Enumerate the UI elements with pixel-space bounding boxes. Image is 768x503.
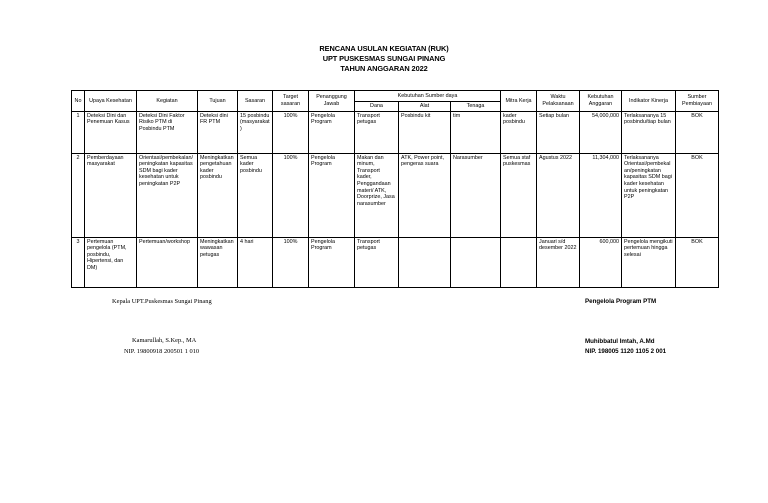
col-header-sasaran: Sasaran [238,91,273,112]
table-row [72,237,719,287]
cell-target: 100% [273,237,309,287]
col-header-indikator: Indikator Kinerja [622,91,676,112]
cell-mitra: Semua staf puskesmas [501,153,537,237]
left-signature-title: Kepala UPT.Puskesmas Sungai Pinang [112,298,212,305]
cell-target: 100% [273,111,309,153]
cell-kegiatan: Orientasi/pembekalan/ peningkatan kapasitas SDM bagi kader kesehatan untuk peningkatan P2P [137,153,198,237]
cell-penanggung: Pengelola Program [309,111,355,153]
cell-anggaran: 11,304,000 [580,153,622,237]
cell-no: 2 [72,153,85,237]
cell-tenaga: Narasumber [451,153,501,237]
col-header-no: No [72,91,85,112]
cell-alat [399,237,451,287]
left-signature-nip: NIP. 19800918 200501 1 010 [124,348,200,355]
cell-tenaga: tim [451,111,501,153]
cell-mitra [501,237,537,287]
cell-dana: Makan dan minum, Transport kader, Penggandaan materi/ ATK, Doorprize, Jasa narasumber [355,153,399,237]
right-signature-title: Pengelola Program PTM [585,298,657,305]
cell-upaya: Pemberdayaan masyarakat [85,153,137,237]
cell-sumber: BOK [676,237,719,287]
col-header-tujuan: Tujuan [198,91,238,112]
cell-indikator: Terlaksananya 15 posbindu/tiap bulan [622,111,676,153]
cell-anggaran: 54,000,000 [580,111,622,153]
cell-sasaran: 4 hari [238,237,273,287]
cell-anggaran: 600,000 [580,237,622,287]
cell-tujuan: Deteksi dini FR PTM [198,111,238,153]
cell-tujuan: Meningkatkan pengetahuan kader posbindu [198,153,238,237]
cell-indikator: Pengelola mengikuti pertemuan hingga selesai [622,237,676,287]
table-row [72,153,719,237]
cell-indikator: Terlaksananya Orientasi/pembekalan/peningkatan kapasitas SDM bagi kader kesehatan untuk peningkatan P2P [622,153,676,237]
cell-no: 3 [72,237,85,287]
document-title-block [0,44,768,74]
ruk-table [71,90,719,288]
col-header-tenaga: Tenaga [451,102,501,112]
title-puskesmas: UPT PUSKESMAS SUNGAI PINANG [322,54,446,63]
col-header-mitra: Mitra Kerja [501,91,537,112]
col-header-target: Target sasaran [273,91,309,112]
cell-kegiatan: Pertemuan/workshop [137,237,198,287]
left-signature-name: Kamarullah, S.Kep., MA [132,337,197,344]
col-header-upaya: Upaya Kesehatan [85,91,137,112]
col-header-alat: Alat [399,102,451,112]
cell-mitra: kader posbindu [501,111,537,153]
cell-dana: Transport petugas [355,237,399,287]
cell-sumber: BOK [676,111,719,153]
cell-sumber: BOK [676,153,719,237]
cell-sasaran: 15 posbindu (masyarakat) [238,111,273,153]
title-year: TAHUN ANGGARAN 2022 [340,64,428,73]
cell-alat: Posbindu kit [399,111,451,153]
col-header-dana: Dana [355,102,399,112]
col-header-sumber: Sumber Pembiayaan [676,91,719,112]
cell-upaya: Deteksi Dini dan Penemuan Kasus [85,111,137,153]
col-header-kegiatan: Kegiatan [137,91,198,112]
title-ruk: RENCANA USULAN KEGIATAN (RUK) [319,44,449,53]
cell-waktu: Setiap bulan [537,111,580,153]
col-header-kebutuhan: Kebutuhan Sumber daya [355,91,501,102]
cell-waktu: Januari s/d desember 2022 [537,237,580,287]
cell-penanggung: Pengelola Program [309,237,355,287]
cell-dana: Transport petugas [355,111,399,153]
cell-tenaga [451,237,501,287]
right-signature-name: Muhibbatul Imtah, A.Md [585,338,655,345]
cell-sasaran: Semua kader posbindu [238,153,273,237]
right-signature-nip: NIP. 198005 1120 1105 2 001 [585,348,667,355]
col-header-penanggung: Penanggung Jawab [309,91,355,112]
cell-kegiatan: Deteksi Dini Faktor Risiko PTM di Posbindu PTM [137,111,198,153]
cell-target: 100% [273,153,309,237]
cell-no: 1 [72,111,85,153]
cell-penanggung: Pengelola Program [309,153,355,237]
cell-tujuan: Meningkatkan wawasan petugas [198,237,238,287]
cell-alat: ATK, Power point, pengeras suara [399,153,451,237]
col-header-anggaran: Kebutuhan Anggaran [580,91,622,112]
cell-waktu: Agustus 2022 [537,153,580,237]
col-header-waktu: Waktu Pelaksanaan [537,91,580,112]
table-row [72,111,719,153]
cell-upaya: Pertemuan pengelola (PTM, posbindu, Hipertensi, dan DM) [85,237,137,287]
